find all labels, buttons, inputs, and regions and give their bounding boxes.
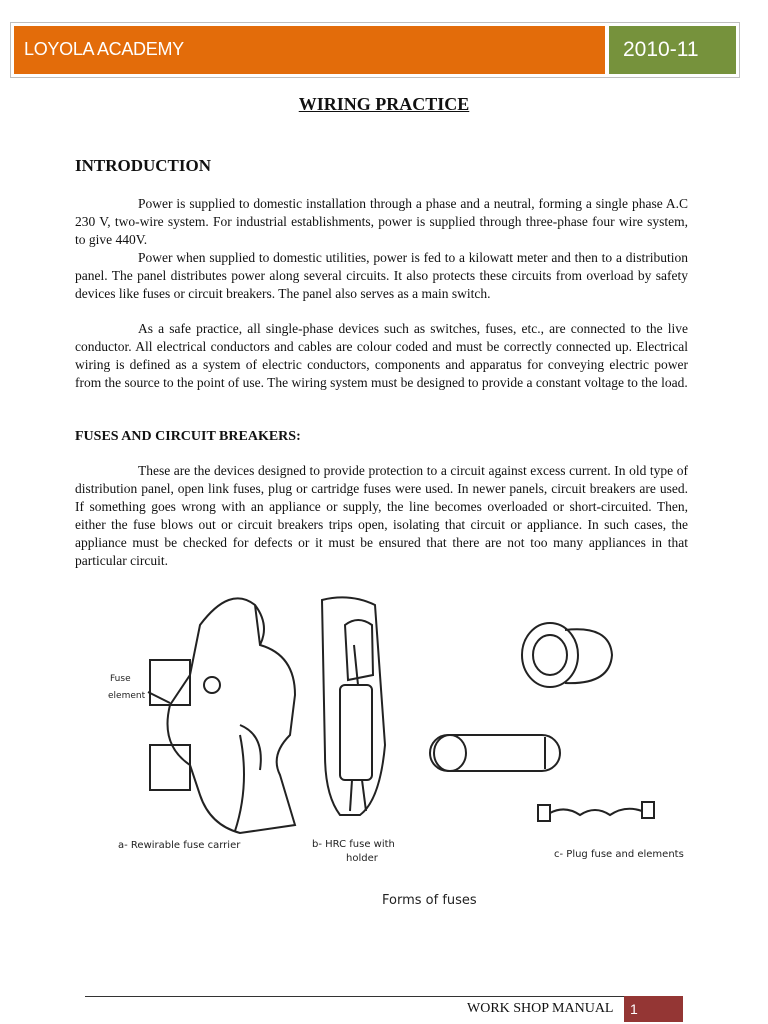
footer-manual-label: WORK SHOP MANUAL xyxy=(467,1001,614,1016)
plug-fuse-drawing xyxy=(430,623,654,821)
document-title: WIRING PRACTICE xyxy=(298,94,470,114)
header-title: LOYOLA ACADEMY xyxy=(24,39,184,59)
header-title-bar xyxy=(14,26,605,74)
figure-title: Forms of fuses xyxy=(382,893,477,908)
document-title-wrap xyxy=(0,94,768,115)
hrc-fuse-drawing xyxy=(322,597,385,815)
intro-heading: INTRODUCTION xyxy=(75,156,212,175)
fuses-heading: FUSES AND CIRCUIT BREAKERS: xyxy=(75,429,301,444)
intro-paragraph-1: Power is supplied to domestic installation through a phase and a neutral, forming a single phase A.C 230 V, two-wire system. For industrial establishments, power is supplied through three-phase four wire system, to give 440V. xyxy=(75,196,688,247)
fuse-label-1: Fuse xyxy=(110,674,131,684)
footer-rule xyxy=(85,996,628,997)
fuse-label-2: element xyxy=(108,691,146,701)
fuses-paragraph: These are the devices designed to provide protection to a circuit against excess current. In old type of distribution panel, open link fuses, plug or cartridge fuses were used. In newer panels, circuit breakers are used. If something goes wrong with an appliance or supply, the line becomes overloaded or short-circuited. Then, either the fuse blows out or circuit breakers trips open, isolating that circuit or appliance. In such cases, the appliance must be checked for defects or it must be ensured that there are not too many appliances in that particular circuit. xyxy=(75,463,688,568)
fuses-figure xyxy=(90,585,690,915)
fuses-illustration xyxy=(90,585,690,915)
header-year-box xyxy=(609,26,736,74)
page-number: 1 xyxy=(630,1001,638,1017)
intro-paragraph-3: As a safe practice, all single-phase devices such as switches, fuses, etc., are connected to the live conductor. All electrical conductors and cables are colour coded and must be correctly connected up. Electrical wiring is defined as a system of electric conductors, components and apparatus for conveying electric power from the source to the point of use. The wiring system must be designed to provide a constant voltage to the load. xyxy=(75,321,688,390)
page-header xyxy=(10,22,740,78)
page-number-box xyxy=(624,996,683,1022)
header-year: 2010-11 xyxy=(623,38,699,61)
caption-b-line-2: holder xyxy=(346,853,378,864)
caption-b-line-1: b- HRC fuse with xyxy=(312,839,395,850)
caption-c: c- Plug fuse and elements xyxy=(554,849,684,860)
rewirable-fuse-drawing xyxy=(148,598,295,833)
caption-a: a- Rewirable fuse carrier xyxy=(118,840,241,851)
intro-paragraph-2: Power when supplied to domestic utilities, power is fed to a kilowatt meter and then to a distribution panel. The panel distributes power along several circuits. It also protects these circuits from overload by safety devices like fuses or circuit breakers. The panel also serves as a main switch. xyxy=(75,250,688,301)
